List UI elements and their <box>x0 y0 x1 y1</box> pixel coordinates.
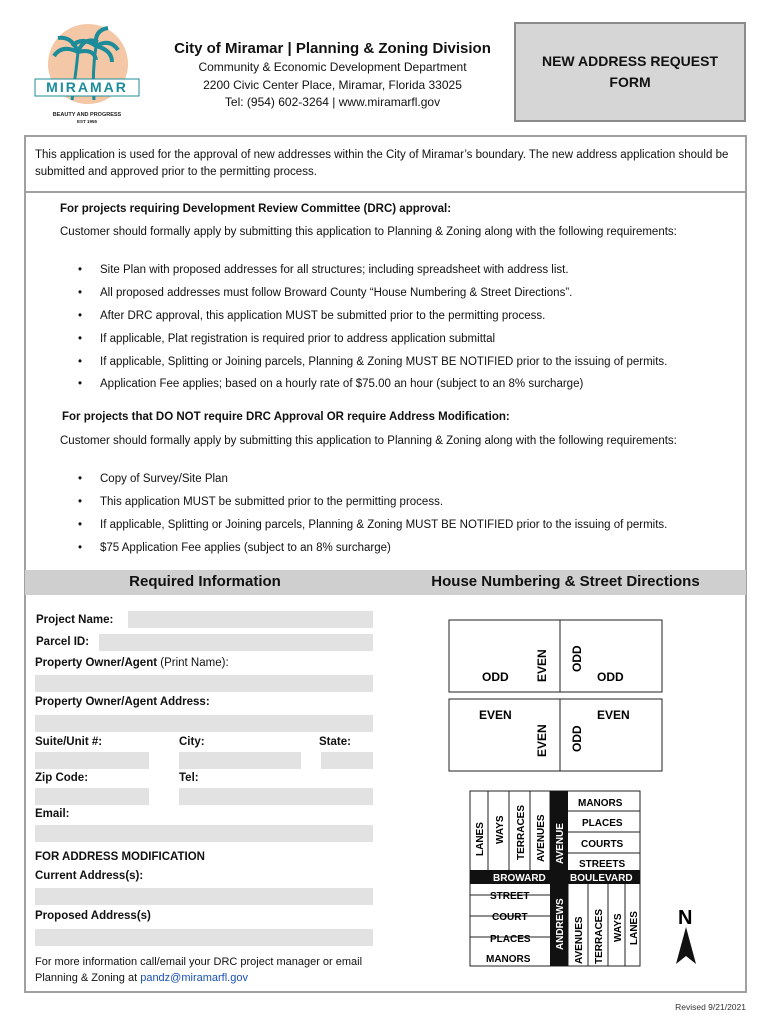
form-title-line1: NEW ADDRESS REQUEST <box>541 53 719 69</box>
terraces-label: TERRACES <box>594 908 605 964</box>
logo-est: EST 1955 <box>76 119 98 124</box>
department-contact: Tel: (954) 602-3264 | www.miramarfl.gov <box>224 95 441 109</box>
city-logo <box>32 22 142 126</box>
proposed-address-label: Proposed Address(s) <box>35 910 151 922</box>
state-label: State: <box>319 736 351 748</box>
logo-tagline: BEAUTY AND PROGRESS <box>52 112 122 118</box>
north-label: N <box>678 907 693 929</box>
divider <box>25 191 746 193</box>
nondrc-item: • This application MUST be submitted prior to the permitting process. <box>78 496 444 508</box>
even-label: EVEN <box>597 708 630 722</box>
avenues-label: AVENUES <box>574 916 585 964</box>
lanes-label: LANES <box>629 911 640 945</box>
project-name-label: Project Name: <box>36 614 114 626</box>
modification-heading: FOR ADDRESS MODIFICATION <box>35 851 205 863</box>
email-field[interactable] <box>35 825 373 842</box>
department-address: 2200 Civic Center Place, Miramar, Florida 33025 <box>203 78 462 92</box>
even-label: EVEN <box>479 708 512 722</box>
broward-label: BROWARD <box>493 873 546 884</box>
drc-item: • All proposed addresses must follow Broward County “House Numbering & Street Directions”. <box>78 287 573 299</box>
avenues-label: AVENUES <box>536 814 547 862</box>
drc-heading: For projects requiring Development Review Committee (DRC) approval: <box>60 203 452 215</box>
courts-label: COURTS <box>581 839 624 850</box>
odd-label: ODD <box>597 670 624 684</box>
nondrc-heading: For projects that DO NOT require DRC Approval OR require Address Modification: <box>62 411 510 423</box>
owner-address-field[interactable] <box>35 715 373 732</box>
directions-heading: House Numbering & Street Directions <box>431 573 700 590</box>
lanes-label: LANES <box>475 822 486 856</box>
zip-label: Zip Code: <box>35 772 89 784</box>
department-name: Community & Economic Development Department <box>198 60 467 74</box>
nondrc-item: • If applicable, Splitting or Joining parcels, Planning & Zoning MUST BE NOTIFIED prior to the issuing of permits. <box>78 519 668 531</box>
tel-label: Tel: <box>179 772 199 784</box>
city-label: City: <box>179 736 205 748</box>
proposed-address-field[interactable] <box>35 929 373 946</box>
boulevard-label: BOULEVARD <box>570 873 633 884</box>
footer-email-link[interactable]: pandz@miramarfl.gov <box>140 972 248 984</box>
parcel-id-field[interactable] <box>99 634 373 651</box>
andrews-label: ANDREWS <box>555 898 566 950</box>
logo-wordmark: MIRAMAR <box>46 79 128 95</box>
current-address-field[interactable] <box>35 888 373 905</box>
ways-label: WAYS <box>613 913 624 942</box>
even-label: EVEN <box>535 649 549 682</box>
even-label: EVEN <box>535 724 549 757</box>
drc-text: Customer should formally apply by submitting this application to Planning & Zoning along with the following requirements: <box>60 226 677 238</box>
numbering-diagram <box>440 612 740 974</box>
intro-text: This application is used for the approval of new addresses within the City of Miramar’s boundary. The new address application should be submitted and approved prior to the permitting process. <box>35 149 729 178</box>
manors-label: MANORS <box>486 954 531 965</box>
drc-item: • After DRC approval, this application MUST be submitted prior to the permitting process. <box>78 310 546 322</box>
nondrc-text: Customer should formally apply by submitting this application to Planning & Zoning along with the following requirements: <box>60 435 677 447</box>
zip-field[interactable] <box>35 788 149 805</box>
current-address-label: Current Address(s): <box>35 870 144 882</box>
terraces-label: TERRACES <box>516 804 527 860</box>
owner-address-label: Property Owner/Agent Address: <box>35 696 210 708</box>
email-label: Email: <box>35 808 70 820</box>
avenue-label: AVENUE <box>555 823 566 864</box>
required-info-heading: Required Information <box>129 573 281 590</box>
nondrc-item: • $75 Application Fee applies (subject to an 8% surcharge) <box>78 542 391 554</box>
footer-note: For more information call/email your DRC project manager or email Planning & Zoning at pandz@miramarfl.gov <box>35 956 363 984</box>
suite-label: Suite/Unit #: <box>35 736 103 748</box>
project-name-field[interactable] <box>128 611 373 628</box>
drc-item: • If applicable, Plat registration is required prior to address application submittal <box>78 333 496 345</box>
odd-label: ODD <box>570 645 584 672</box>
suite-field[interactable] <box>35 752 149 769</box>
odd-label: ODD <box>570 725 584 752</box>
drc-item: • If applicable, Splitting or Joining parcels, Planning & Zoning MUST BE NOTIFIED prior to the issuing of permits. <box>78 356 668 368</box>
manors-label: MANORS <box>578 798 623 809</box>
owner-label: Property Owner/Agent (Print Name): <box>35 657 229 669</box>
page-title: City of Miramar | Planning & Zoning Division <box>174 40 491 57</box>
court-label: COURT <box>492 912 528 923</box>
tel-field[interactable] <box>179 788 373 805</box>
form-title-box <box>514 22 746 122</box>
form-title-line2: FORM <box>609 74 651 90</box>
street-label: STREET <box>490 891 530 902</box>
owner-name-field[interactable] <box>35 675 373 692</box>
nondrc-item: • Copy of Survey/Site Plan <box>78 473 228 485</box>
drc-item: • Application Fee applies; based on a hourly rate of $75.00 an hour (subject to an 8% surcharge) <box>78 378 584 390</box>
drc-item: • Site Plan with proposed addresses for all structures; including spreadsheet with address list. <box>78 264 569 276</box>
ways-label: WAYS <box>495 815 506 844</box>
revised-date: Revised 9/21/2021 <box>675 1002 746 1012</box>
parcel-id-label: Parcel ID: <box>36 636 90 648</box>
north-arrow-icon <box>676 927 696 964</box>
places-label: PLACES <box>490 934 531 945</box>
places-label: PLACES <box>582 818 623 829</box>
state-field[interactable] <box>321 752 373 769</box>
odd-label: ODD <box>482 670 509 684</box>
city-field[interactable] <box>179 752 301 769</box>
streets-label: STREETS <box>579 859 626 870</box>
